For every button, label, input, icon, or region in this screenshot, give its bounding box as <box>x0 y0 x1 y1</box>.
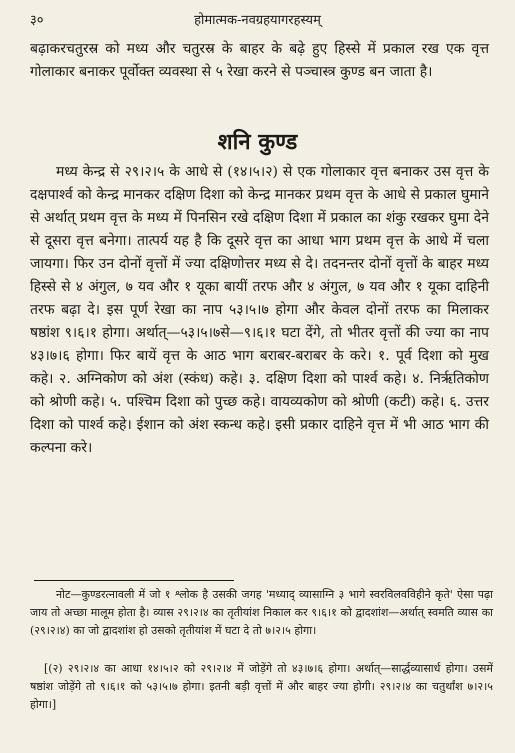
page-number: ३० <box>30 13 44 28</box>
intro-paragraph: बढ़ाकरचतुरस्र को मध्य और चतुरस्र के बाहर के बढ़े हुए हिस्से में प्रकाल रख एक वृत्त गोलाकार बनाकर पूर्वोक्त व्यवस्था से ५ रेखा करने से पञ्चास्त्र कुण्ड बन जाता है। <box>30 41 489 80</box>
running-title: होमात्मक-नवग्रहयागरहस्यम् <box>194 13 321 28</box>
footnote-bracket: [(२) २९।२।४ का आधा १४।५।२ को २९।२।४ में जोड़ेंगे तो ४३।७।६ होगा। अर्थात्—सार्द्धव्यासार्ध होगा। उसमें षष्ठांश जोड़ेंगे तो ९।६।१ को ५३।५।७ होगा। इतनी बड़ी वृत्तों में और बाहर ज्या होगी। २९।२।४ का चतुर्थांश ७।२।५ होगा।] <box>30 662 493 711</box>
page-header <box>20 8 495 30</box>
main-paragraph: मध्य केन्द्र से २९।२।५ के आधे से (१४।५।२) से एक गोलाकार वृत्त बनाकर उस वृत्त के दक्षपार्श्व को केन्द्र मानकर दक्षिण दिशा को केन्द्र मानकर प्रथम वृत्त के आधे से प्रकाल घुमाने से अर्थात् प्रथम वृत्त के मध्य में पिनसिन रखे दक्षिण दिशा में प्रकाल का शंकु रखकर घुमा देने से दूसरा वृत्त बनेगा। तात्पर्य यह है कि दूसरे वृत्त का आधा भाग प्रथम वृत्त के आधे में चला जायगा। फिर उन दोनों वृत्तों में ज्या दक्षिणोत्तर मध्य से दे। तदनन्तर दोनों वृत्तों के बाहर मध्य हिस्से से ४ अंगुल, ७ यव और १ यूका बायीं तरफ और ४ अंगुल, ७ यव और १ यूका दाहिनी तरफ बढ़ा दे। इस पूर्ण रेखा का नाप ५३।५।७ होगा और केवल दोनों तरफ का मिलाकर षष्ठांश ९।६।१ होगा। अर्थात्—५३।५।७से—९।६।१ घटा देंगे, तो भीतर वृत्तों की ज्या का नाप ४३।७।६ होगा। फिर बायें वृत्त के आठ भाग बराबर-बराबर के करे। १. पूर्व दिशा को मुख कहे। २. अग्निकोण को अंश (स्कंध) कहे। ३. दक्षिण दिशा को पार्श्व कहे। ४. निर्ऋतिकोण को श्रोणी कहे। ५. पश्चिम दिशा को पुच्छ कहे। वायव्यकोण को श्रोणी (कटी) कहे। ६. उत्तर दिशा को पार्श्व कहे। ईशान को अंश स्कन्ध कहे। इसी प्रकार दाहिने वृत्त में भी आठ भाग की कल्पना करे। <box>30 164 489 456</box>
footnote-note: नोट—कुण्डरत्नावली में जो १ श्लोक है उसकी जगह 'मध्याद् व्यासाग्नि ३ भागे स्वरविलवविहीने कृते' ऐसा पढ़ा जाय तो अच्छा मालूम होता है। व्यास २९।२।४ का तृतीयांश निकाल कर ९।६।१ को द्वादशांश—अर्थात् स्वमति व्यास का (२९।२।४) का जो द्वादशांश हो उसको तृतीयांश में घटा दे तो ७।२।५ होगा। <box>30 588 493 637</box>
section-heading: शनि कुण्ड <box>217 129 298 155</box>
footnote-separator <box>34 580 234 581</box>
